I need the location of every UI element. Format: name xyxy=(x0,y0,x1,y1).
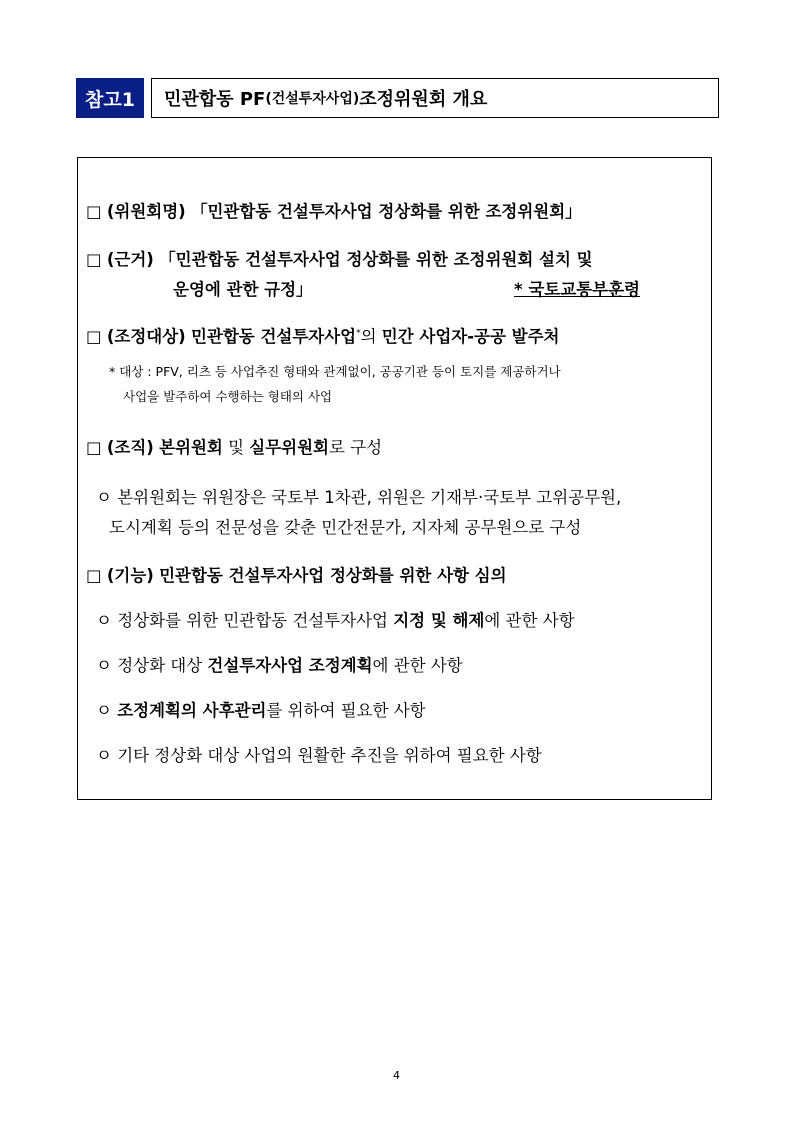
org-sub-line1: 본위원회는 위원장은 국토부 1차관, 위원은 기재부·국토부 고위공무원, xyxy=(117,488,622,507)
footnote-line1: * 대상 : PFV, 리츠 등 사업추진 형태와 관계없이, 공공기관 등이 토지를 제공하거나 xyxy=(109,364,561,379)
item-text-b: 지정 및 해제 xyxy=(393,611,485,630)
org-bold2: 실무위원회 xyxy=(249,438,329,457)
function-item-4 xyxy=(96,742,542,766)
checkbox-square: □ xyxy=(86,438,102,457)
reference-badge: 참고1 xyxy=(76,78,144,118)
section-organization xyxy=(86,434,382,458)
section-target xyxy=(86,323,560,347)
section-label: (조정대상) xyxy=(106,327,186,346)
item-text-a: 정상화를 위한 민관합동 건설투자사업 xyxy=(117,611,394,630)
circle-bullet: ㅇ xyxy=(96,611,112,630)
checkbox-square: □ xyxy=(86,327,102,346)
function-item-1 xyxy=(96,607,575,631)
title-part-b: (건설투자사업) xyxy=(265,91,360,107)
item-text-a: 기타 정상화 대상 사업의 원활한 추진을 위하여 필요한 사항 xyxy=(117,746,542,765)
item-text-b: 건설투자사업 조정계획 xyxy=(207,656,373,675)
item-text-c: 를 위하여 필요한 사항 xyxy=(266,701,426,720)
circle-bullet: ㅇ xyxy=(96,656,112,675)
section-text-c: 민간 사업자-공공 발주처 xyxy=(381,327,560,346)
section-label: (조직) xyxy=(106,438,154,457)
circle-bullet: ㅇ xyxy=(96,746,112,765)
checkbox-square: □ xyxy=(86,250,102,269)
item-text-c: 에 관한 사항 xyxy=(484,611,575,630)
footnote-line2: 사업을 발주하여 수행하는 형태의 사업 xyxy=(123,389,333,404)
content-box xyxy=(77,157,712,800)
title-part-a: 민관합동 PF xyxy=(164,89,266,110)
section-text-line1: 「민관합동 건설투자사업 정상화를 위한 조정위원회 설치 및 xyxy=(159,250,593,269)
function-item-2 xyxy=(96,652,463,676)
org-text2: 로 구성 xyxy=(328,438,383,457)
basis-note: * 국토교통부훈령 xyxy=(514,280,640,299)
section-text: 「민관합동 건설투자사업 정상화를 위한 조정위원회」 xyxy=(190,202,582,221)
section-basis-line2: 운영에 관한 규정」 xyxy=(173,280,313,299)
org-bold1: 본위원회 xyxy=(159,438,223,457)
section-text-b: 의 xyxy=(360,327,382,346)
section-function xyxy=(86,562,507,586)
section-label: (근거) xyxy=(106,250,154,269)
circle-bullet: ㅇ xyxy=(96,701,112,720)
footnote-marker: * xyxy=(356,328,361,339)
org-text1: 및 xyxy=(222,438,250,457)
function-item-3 xyxy=(96,697,426,721)
item-text-c: 에 관한 사항 xyxy=(372,656,463,675)
item-text-a: 정상화 대상 xyxy=(117,656,208,675)
header xyxy=(76,78,719,118)
section-label: (위원회명) xyxy=(106,202,186,221)
page-title xyxy=(151,78,719,118)
checkbox-square: □ xyxy=(86,566,102,585)
section-committee-name xyxy=(86,198,582,222)
section-basis xyxy=(86,246,593,270)
checkbox-square: □ xyxy=(86,202,102,221)
title-part-c: 조정위원회 개요 xyxy=(359,89,488,110)
section-text: 민관합동 건설투자사업 정상화를 위한 사항 심의 xyxy=(159,566,507,585)
org-sub-line2: 도시계획 등의 전문성을 갖춘 민간전문가, 지자체 공무원으로 구성 xyxy=(109,518,582,537)
section-label: (기능) xyxy=(106,566,154,585)
page-number: 4 xyxy=(393,1069,400,1082)
circle-bullet: ㅇ xyxy=(96,488,112,507)
org-bullet-item xyxy=(96,484,621,508)
section-text-a: 민관합동 건설투자사업 xyxy=(190,327,357,346)
item-text-b: 조정계획의 사후관리 xyxy=(117,701,267,720)
